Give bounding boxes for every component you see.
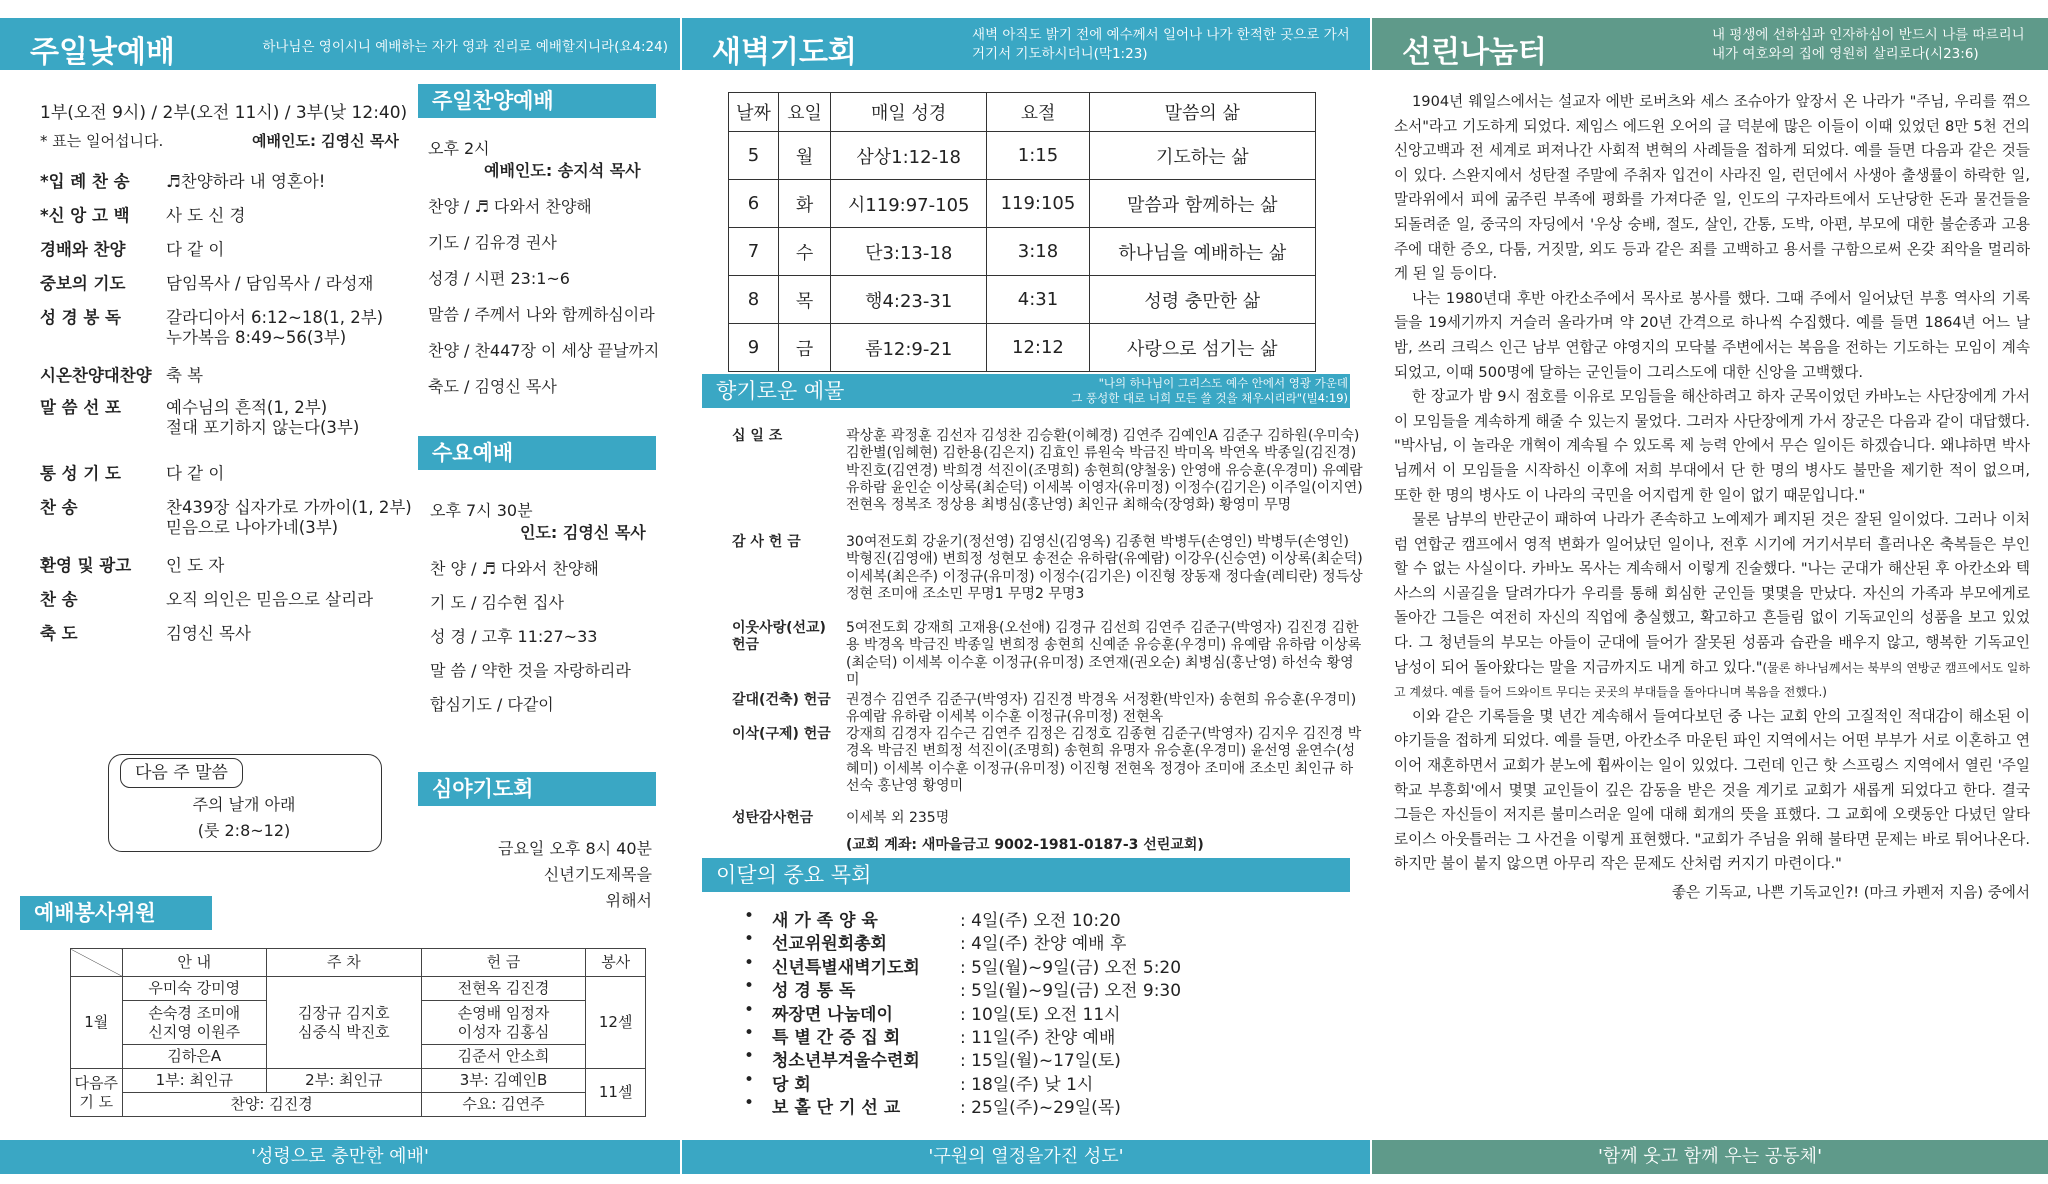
- footer-motto: '함께 웃고 함께 우는 공동체': [1372, 1140, 2048, 1174]
- standing-note: * 표는 일어섭니다.: [40, 132, 164, 150]
- order-label: 말 씀 선 포: [40, 398, 121, 417]
- col-guide: 안 내: [122, 949, 267, 977]
- order-value: 다 같 이: [166, 464, 225, 483]
- panel-sunday-worship: [0, 0, 680, 1184]
- bullet-icon: •: [744, 1046, 755, 1067]
- order-value: 김영신 목사: [166, 624, 251, 643]
- table-cell: 성령 충만한 삶: [1089, 276, 1315, 324]
- event-name: 성 경 통 독: [772, 981, 856, 1002]
- offering-names: 강재희 김경자 김수근 김연주 김정은 김정호 김종현 김준구(박영자) 김지우 김진경 박경옥 박금진 변희정 석진이(조명희) 송현희 유명자 유승훈(우경미) 윤선영 윤연수(성혜미) 이세복 이수훈 이정규(유미정) 이진형 전현옥 정경아 조미애 조소민 최인규 하선숙 홍난영 황영미: [846, 726, 1362, 794]
- prayer-2: 2부: 최인규: [267, 1069, 422, 1093]
- offering-names: 곽상훈 곽정훈 김선자 김성찬 김승환(이혜경) 김연주 김예인A 김준구 김하원(우미숙) 김한별(임혜현) 김한용(김은지) 김효인 류원숙 박금진 박미옥 박연옥 박종일(김진경) 박진호(김연경) 박희경 석진이(조명희) 송현희(양철웅) 안영애 유승훈(우경미) 유예람 유하람 윤인순 이상록(최순덕) 이세복 이영자(유미정) 이정수(김기은) 이주일(이지연) 전현옥 정복조 정상용 최병심(홍난영) 최인규 최해숙(장영화) 황영미 무명: [846, 428, 1363, 514]
- column-header: 날짜: [729, 93, 779, 132]
- offering-label: 이삭(구제) 헌금: [732, 726, 831, 742]
- corner-cell: [71, 949, 123, 977]
- next-week-prayer-label: 다음주 기 도: [71, 1069, 123, 1117]
- offering-names: 5여전도회 강재희 고재용(오선애) 김경규 김선희 김연주 김준구(박영자) 김진경 김한용 박경옥 박금진 박종일 변희정 송현희 신예준 유승훈(우경미) 유예람 유하람 이상록(최순덕) 이세복 이수훈 이정규(유미정) 조연재(권오순) 최병심(홍난영) 하선숙 황영미: [846, 620, 1362, 688]
- header-verse-1: 내 평생에 선하심과 인자하심이 반드시 나를 따르리니: [1712, 27, 2025, 43]
- offerings-verse-2: 그 풍성한 대로 너희 모든 쓸 것을 채우시리라"(빌4:19): [1071, 391, 1348, 405]
- event-item: [744, 906, 1121, 931]
- order-label: *입 례 찬 송: [40, 172, 130, 191]
- table-cell: 화: [779, 180, 831, 228]
- table-cell: 목: [779, 276, 831, 324]
- section-title-wednesday: 수요예배: [418, 436, 656, 470]
- event-date: : 11일(주) 찬양 예배: [960, 1028, 1116, 1048]
- section-title-night-prayer: 심야기도회: [418, 772, 656, 806]
- offering-label: 감 사 헌 금: [732, 534, 801, 550]
- order-label: 찬 송: [40, 498, 78, 517]
- section-title-servants: 예배봉사위원: [20, 896, 212, 930]
- column-header: 요절: [987, 93, 1089, 132]
- offering-label: 갈대(건축) 헌금: [732, 692, 831, 708]
- order-value: ♬찬양하라 내 영혼아!: [166, 172, 326, 191]
- order-row: [40, 236, 225, 260]
- order-row: [40, 460, 225, 484]
- wednesday-leader: 인도: 김영신 목사: [520, 523, 646, 542]
- table-row: [729, 276, 1316, 324]
- footer-motto: '구원의 열정을가진 성도': [682, 1140, 1370, 1174]
- table-row: [729, 132, 1316, 180]
- prayer-3: 3부: 김예인B: [421, 1069, 586, 1093]
- header-bar: [1372, 18, 2048, 70]
- event-name: 특 별 간 증 집 회: [772, 1028, 901, 1048]
- offering-label: 성탄감사헌금: [732, 810, 814, 826]
- essay-paragraph-4: 물론 남부의 반란군이 패하여 나라가 존속하고 노예제가 폐지된 것은 잘된 일이었다. 그러나 이처럼 연합군 캠프에서 영적 변화가 일어났던 일이나, 전후 시기에 거기서부터 흘러나온 축복들은 부인할 수 없는 사실이다. 카바노 목사는 계속해서 이렇게 진술했다. "나는 군대가 해산된 후 아칸소와 텍사스의 시골길을 달려가다가 우리를 통해 회심한 군인들 몇몇을 만났다. 자신의 가족과 부모에게로 돌아간 그들은 여전히 자신의 직업에 충실했고, 확고하고 흔들림 없이 기독교인의 성품을 보고 있었다. 그 청년들의 부모는 아들이 군대에 들어가 잘못된 성품과 습관을 배우지 않고, 행복한 기독교인 남성이 되어 돌아왔다는 말을 지금까지도 내게 하고 있다.": [1394, 511, 2030, 676]
- account-info: (교회 계좌: 새마을금고 9002-1981-0187-3 선린교회): [846, 837, 1204, 853]
- essay-paragraph-3: 한 장교가 밤 9시 점호를 이유로 모임들을 해산하려고 하자 군목이었던 카바노는 사단장에게 가서 이 모임들을 계속하게 해줄 수 있는지 물었다. 그러자 사단장에게 가서 장군은 다음과 같이 대답했다. "박사님, 이 놀라운 개혁이 계속될 수 있도록 제 능력 안에서 무슨 일이든 하겠습니다. 왜냐하면 박사님께서 이 모임들을 시작하신 이후에 저희 부대에서 단 한 명의 병사도 불만을 제기한 적이 없으며, 또한 한 명의 병사도 이 나라의 국민을 어지럽게 한 일이 없기 때문입니다.": [1394, 388, 2030, 504]
- order-row: [40, 620, 251, 644]
- panel-title: 새벽기도회: [712, 35, 857, 70]
- order-label: 축 도: [40, 624, 78, 643]
- panel-sharing: [1372, 0, 2048, 1184]
- event-date: : 5일(월)~9일(금) 오전 5:20: [960, 957, 1182, 978]
- order-item: 축도 / 김영신 목사: [428, 377, 557, 396]
- next-week-scripture: (룻 2:8~12): [197, 821, 291, 840]
- table-row: [729, 324, 1316, 372]
- order-label: 성 경 봉 독: [40, 308, 121, 327]
- bullet-icon: •: [744, 976, 755, 997]
- order-label: 중보의 기도: [40, 274, 126, 293]
- offering-3: 이성자 김홍심: [457, 1022, 550, 1041]
- bullet-icon: •: [744, 1023, 755, 1043]
- table-cell: 5: [729, 132, 779, 180]
- order-row: [40, 168, 326, 192]
- order-value: 담임목사 / 담임목사 / 라성재: [166, 274, 374, 293]
- column-header: 요일: [779, 93, 831, 132]
- order-value: 인 도 자: [166, 556, 225, 575]
- event-name: 선교위원회총회: [772, 934, 887, 955]
- section-title-offerings: 향기로운 예물: [702, 374, 1350, 408]
- header-verse: 하나님은 영이시니 예배하는 자가 영과 진리로 예배할지니라(요4:24): [262, 39, 668, 55]
- event-item: [744, 929, 1127, 955]
- column-header: 매일 성경: [831, 93, 987, 132]
- service-count-2: 11셀: [586, 1069, 646, 1117]
- order-row: [40, 552, 225, 576]
- offering-names: 이세복 외 235명: [846, 810, 950, 826]
- essay-paragraph-1: 1904년 웨일스에서는 설교자 에반 로버츠와 세스 조슈아가 앞장서 온 나라가 "주님, 우리를 꺾으소서"라고 기도하게 되었다. 제임스 에드윈 오어의 글 덕분에 많은 이들이 이때 있었던 8만 5천 건의 신앙고백과 전 세계로 퍼져나간 사회적 변혁의 사례들을 접하게 되었다. 예를 들면 다음과 같은 것들이 있다. 스완지에서 성탄절 주말에 주취자 입건이 사라진 일, 런던에서 사생아 출생률이 하락한 일, 말라위에서 피에 굶주린 부족에 평화를 가져다준 일, 인도의 구자라트에서 도난당한 돈과 물건들을 되돌려준 일, 중국의 자딩에서 '우상 숭배, 절도, 살인, 간통, 도박, 아편, 부모에 대한 불순종과 고용주에 대한 증오, 다툼, 거짓말, 외도 등과 같은 죄를 고백하고 용서를 구함으로써 온갖 죄악을 멀리하게 된 일 등이다.: [1394, 93, 2030, 283]
- order-label: 통 성 기 도: [40, 464, 121, 483]
- table-cell: 시119:97-105: [831, 180, 987, 228]
- header-bar: [0, 18, 680, 70]
- night-prayer-time: 금요일 오후 8시 40분: [498, 839, 652, 858]
- table-row: [729, 228, 1316, 276]
- order-value: 사 도 신 경: [166, 206, 246, 225]
- praise-prayer: 찬양: 김진경: [122, 1093, 421, 1117]
- worship-leader: 예배인도: 김영신 목사: [252, 132, 399, 150]
- order-row: [40, 304, 384, 347]
- service-times: 1부(오전 9시) / 2부(오전 11시) / 3부(낮 12:40): [40, 103, 408, 123]
- bullet-icon: •: [744, 1093, 755, 1114]
- table-cell: 사랑으로 섬기는 삶: [1089, 324, 1315, 372]
- guide-4: 김하은A: [122, 1045, 267, 1069]
- table-cell: 6: [729, 180, 779, 228]
- guide-3: 신지영 이원주: [148, 1022, 241, 1041]
- table-cell: 8: [729, 276, 779, 324]
- praise-time: 오후 2시: [428, 139, 490, 158]
- event-name: 청소년부겨울수련회: [772, 1051, 920, 1072]
- panel-title: 주일낮예배: [30, 35, 175, 70]
- service-count-1: 12셀: [586, 977, 646, 1069]
- table-cell: 월: [779, 132, 831, 180]
- order-label: 시온찬양대찬양: [40, 366, 152, 385]
- table-cell: 3:18: [987, 228, 1089, 276]
- col-offering: 헌 금: [421, 949, 586, 977]
- order-item: 기 도 / 김수현 집사: [430, 593, 564, 612]
- month-label: 1월: [71, 977, 123, 1069]
- bullet-icon: •: [744, 906, 755, 926]
- essay-paragraph-4-note: (물론 하나님께서는 북부의 연방군 캠프에서도 일하고 계셨다. 예를 들어 드와이트 무디는 곳곳의 부대들을 돌아다니며 복음을 전했다.): [1394, 660, 2030, 700]
- event-date: : 18일(주) 낮 1시: [960, 1074, 1094, 1095]
- bullet-icon: •: [744, 999, 755, 1020]
- table-cell: 하나님을 예배하는 삶: [1089, 228, 1315, 276]
- order-row: [40, 394, 360, 437]
- order-row: [40, 202, 246, 226]
- event-date: : 5일(월)~9일(금) 오전 9:30: [960, 981, 1182, 1002]
- event-date: : 4일(주) 오전 10:20: [960, 911, 1121, 931]
- order-value: 예수님의 흔적(1, 2부): [166, 398, 328, 417]
- order-value: 찬439장 십자가로 가까이(1, 2부): [166, 498, 412, 517]
- order-label: 경배와 찬양: [40, 240, 126, 259]
- table-cell: 말씀과 함께하는 삶: [1089, 180, 1315, 228]
- panel-title: 선린나눔터: [1402, 35, 1547, 70]
- offering-label: 이웃사랑(선교) 헌금: [732, 620, 826, 654]
- table-cell: 금: [779, 324, 831, 372]
- offering-names: 권경수 김연주 김준구(박영자) 김진경 박경옥 서정환(박인자) 송현희 유승훈(우경미) 유예람 유하람 이세복 이수훈 이정규(유미정) 전현옥: [846, 692, 1357, 726]
- prayer-1: 1부: 최인규: [122, 1069, 267, 1093]
- order-item: 성경 / 시편 23:1~6: [428, 269, 570, 288]
- table-cell: 기도하는 삶: [1089, 132, 1315, 180]
- worship-order: [40, 168, 420, 688]
- order-item: 기도 / 김유경 권사: [428, 233, 557, 252]
- event-date: : 25일(주)~29일(목): [960, 1098, 1121, 1119]
- next-week-title: 다음 주 말씀: [120, 758, 243, 788]
- event-item: [744, 1023, 1116, 1048]
- table-cell: 단3:13-18: [831, 228, 987, 276]
- order-value: 오직 의인은 믿음으로 살리라: [166, 590, 374, 609]
- table-cell: 4:31: [987, 276, 1089, 324]
- essay-body: [1394, 90, 2030, 906]
- order-row: [40, 586, 374, 610]
- event-date: : 15일(월)~17일(토): [960, 1051, 1121, 1072]
- header-verse-1: 새벽 아직도 밝기 전에 예수께서 일어나 나가 한적한 곳으로 가서: [972, 27, 1350, 43]
- offering-names: 30여전도회 강윤기(정선영) 김영신(김영옥) 김종현 박병두(손영인) 박병두(손영인) 박형진(김영애) 변희정 성현모 송전순 유하람(유예람) 이강우(신승연) 이상록(최순덕) 이세복(최은주) 이정규(유미정) 이정수(김기은) 이진형 장동재 정다솔(레티란) 정득상 정현 조미애 조소민 무명1 무명2 무명3: [846, 534, 1363, 602]
- event-item: [744, 1069, 1094, 1095]
- bullet-icon: •: [744, 1069, 755, 1090]
- guide-2: 손숙경 조미애: [148, 1003, 241, 1022]
- order-value-2: 절대 포기하지 않는다(3부): [166, 418, 360, 437]
- event-item: [744, 976, 1182, 1002]
- order-item: 찬양 / 찬447장 이 세상 끝날까지: [428, 341, 660, 360]
- footer-motto: '성령으로 충만한 예배': [0, 1140, 680, 1174]
- order-row: [40, 494, 412, 537]
- table-cell: 행4:23-31: [831, 276, 987, 324]
- essay-source: 좋은 기독교, 나쁜 기독교인?! (마크 카펜저 지음) 중에서: [1671, 884, 2030, 901]
- order-value: 축 복: [166, 366, 204, 385]
- event-name: 새 가 족 양 육: [772, 911, 878, 931]
- parking-1: 김장규 김지호: [297, 1003, 390, 1022]
- order-label: 찬 송: [40, 590, 78, 609]
- servants-table: [70, 948, 646, 1117]
- dawn-prayer-table: [728, 92, 1316, 372]
- col-parking: 주 차: [267, 949, 422, 977]
- order-item: 찬양 / ♬ 다와서 찬양해: [428, 197, 592, 216]
- event-date: : 4일(주) 찬양 예배 후: [960, 934, 1127, 955]
- order-label: 환영 및 광고: [40, 556, 132, 575]
- event-item: [744, 1093, 1121, 1119]
- table-row: [729, 180, 1316, 228]
- essay-paragraph-5: 이와 같은 기록들을 몇 년간 계속해서 들여다보던 중 나는 교회 안의 고질적인 적대감이 해소된 이야기들을 접하게 되었다. 예를 들면, 아칸소주 마운틴 파인 지역에서는 어떤 부부가 서로 이혼하고 연이어 재혼하면서 교회가 분노에 휩싸이는 일이 있었다. 그런데 인근 핫 스프링스 지역에서 열린 '주일학교 부흥회'에서 몇몇 교인들이 깊은 감동을 받은 것을 계기로 교회가 새롭게 되었다고 한다. 결국 그들은 자신들이 저지른 불미스러운 일에 대해 회개의 뜻을 표했다. 그 교회에 오랫동안 다녔던 알타 로이스 아웃틀러는 그 사건을 이렇게 표현했다. "교회가 주님을 위해 불타면 문제는 바로 튀어나온다. 하지만 불이 붙지 않으면 아무리 작은 문제도 산처럼 커지기 마련이다.": [1394, 707, 2030, 873]
- bullet-icon: •: [744, 952, 755, 973]
- header-verse-2: 내가 여호와의 집에 영원히 살리로다(시23:6): [1712, 46, 1979, 62]
- order-value-2: 믿음으로 나아가네(3부): [166, 518, 339, 537]
- offering-2: 손영배 임정자: [457, 1003, 550, 1022]
- offering-label: 십 일 조: [732, 428, 783, 444]
- table-cell: 삼상1:12-18: [831, 132, 987, 180]
- table-cell: 119:105: [987, 180, 1089, 228]
- parking-2: 심중식 박진호: [297, 1022, 390, 1041]
- bullet-icon: •: [744, 929, 755, 950]
- table-cell: 12:12: [987, 324, 1089, 372]
- order-value-2: 누가복음 8:49~56(3부): [166, 328, 347, 347]
- essay-paragraph-2: 나는 1980년대 후반 아칸소주에서 목사로 봉사를 했다. 그때 주에서 일어났던 부흥 역사의 기록들을 19세기까지 거슬러 올라가며 약 20년 간격으로 하나씩 수집했다. 예를 들면 1864년 어느 날 밤, 쓰리 크릭스 인근 남부 연합군 야영지의 모닥불 주변에서는 복음을 전하는 기도하는 모임이 계속되었고, 이때 500명에 달하는 군인들이 그리스도에 대한 신앙을 고백했다.: [1394, 289, 2030, 381]
- next-week-sermon: 주의 날개 아래: [192, 795, 296, 814]
- order-label: *신 앙 고 백: [40, 206, 130, 225]
- event-item: [744, 1046, 1121, 1072]
- table-cell: 1:15: [987, 132, 1089, 180]
- order-item: 말 씀 / 약한 것을 자랑하리라: [430, 661, 631, 680]
- event-name: 신년특별새벽기도회: [772, 957, 920, 978]
- column-header: 말씀의 삶: [1089, 93, 1315, 132]
- table-cell: 수: [779, 228, 831, 276]
- wednesday-time: 오후 7시 30분: [430, 501, 533, 520]
- event-name: 짜장면 나눔데이: [772, 1004, 893, 1025]
- table-cell: 롬12:9-21: [831, 324, 987, 372]
- order-item: 찬 양 / ♬ 다와서 찬양해: [430, 559, 599, 578]
- panel-dawn-prayer: [682, 0, 1370, 1184]
- offering-1: 전현옥 김진경: [421, 977, 586, 1001]
- event-name: 보 홀 단 기 선 교: [772, 1098, 901, 1119]
- order-value: 갈라디아서 6:12~18(1, 2부): [166, 308, 384, 327]
- header-verse-2: 거기서 기도하시더니(막1:23): [972, 46, 1148, 62]
- order-row: [40, 362, 204, 386]
- table-cell: 7: [729, 228, 779, 276]
- night-prayer-topic-end: 위해서: [605, 891, 652, 910]
- section-title-events: 이달의 중요 목회: [702, 858, 1350, 892]
- order-row: [40, 270, 374, 294]
- header-bar: [682, 18, 1370, 70]
- event-name: 당 회: [772, 1074, 811, 1095]
- col-service: 봉사: [586, 949, 646, 977]
- event-item: [744, 952, 1182, 978]
- order-item: 합심기도 / 다같이: [430, 695, 554, 714]
- offering-4: 김준서 안소희: [421, 1045, 586, 1069]
- event-date: : 10일(토) 오전 11시: [960, 1004, 1121, 1025]
- order-value: 다 같 이: [166, 240, 225, 259]
- offerings-verse-1: "나의 하나님이 그리스도 예수 안에서 영광 가운데: [1098, 376, 1348, 390]
- order-item: 성 경 / 고후 11:27~33: [430, 627, 598, 646]
- order-item: 말씀 / 주께서 나와 함께하심이라: [428, 305, 655, 324]
- table-cell: 9: [729, 324, 779, 372]
- guide-1: 우미숙 강미영: [122, 977, 267, 1001]
- praise-leader: 예배인도: 송지석 목사: [484, 161, 641, 180]
- section-title-praise: 주일찬양예배: [418, 84, 656, 118]
- event-item: [744, 999, 1121, 1025]
- wednesday-prayer: 수요: 김연주: [421, 1093, 586, 1117]
- night-prayer-topic: 신년기도제목을: [543, 865, 652, 884]
